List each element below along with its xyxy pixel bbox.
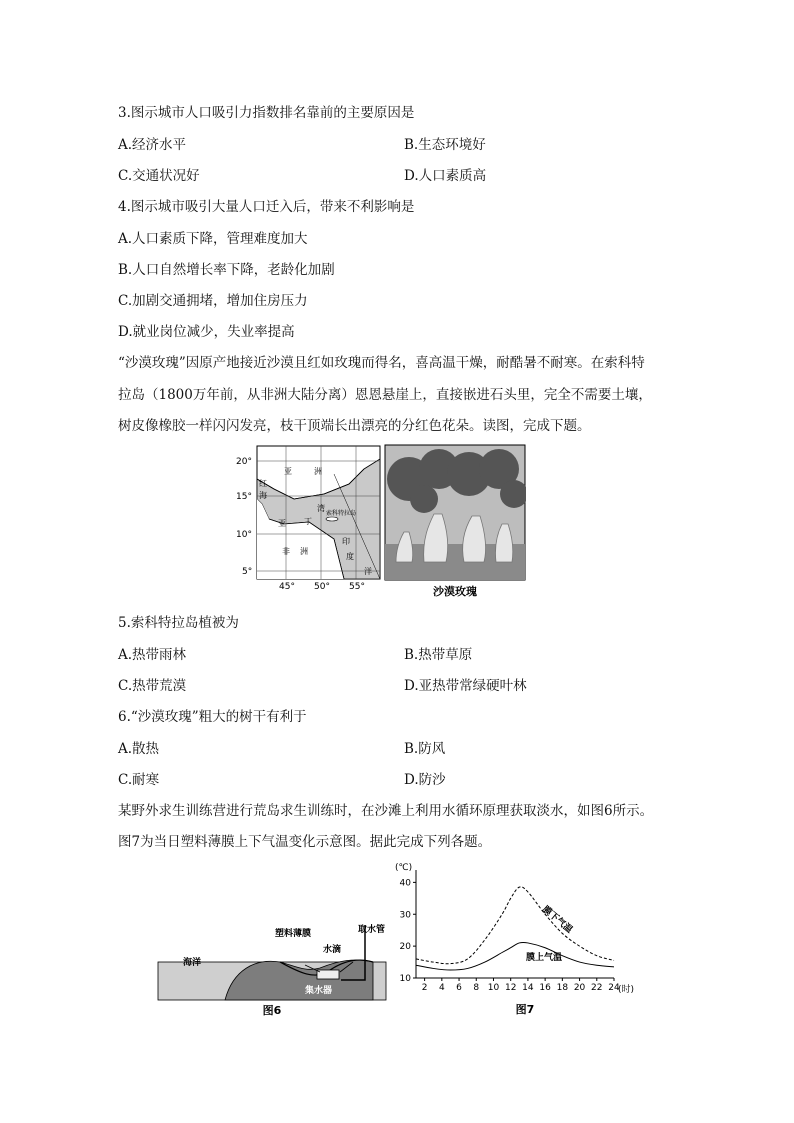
q5-option-a: A.热带雨林 <box>118 647 187 663</box>
passage2-line1: 某野外求生训练营进行荒岛求生训练时，在沙滩上利用水循环原理获取淡水，如图6所示。 <box>118 803 654 819</box>
q4-option-d: D.就业岗位减少，失业率提高 <box>118 324 295 340</box>
q5-option-d: D.亚热带常绿硬叶林 <box>404 678 527 694</box>
q5-stem: 5.索科特拉岛植被为 <box>118 615 239 631</box>
q4-stem: 4.图示城市吸引大量人口迁入后，带来不利影响是 <box>118 199 415 215</box>
fig7-y-tick-label: 40 <box>399 878 411 889</box>
passage2-line2: 图7为当日塑料薄膜上下气温变化示意图。据此完成下列各题。 <box>118 834 492 850</box>
figure-6 <box>155 910 390 1020</box>
fig7-caption: 图7 <box>515 1003 535 1016</box>
series-line-above-film <box>416 942 614 970</box>
photo-caption: 沙漠玫瑰 <box>433 585 477 598</box>
series-line-under-film <box>416 887 614 964</box>
q6-option-a: A.散热 <box>118 741 160 757</box>
fig7-x-tick-label: 14 <box>522 983 534 993</box>
lat-10: 10° <box>236 530 252 540</box>
fig7-y-tick-label: 30 <box>399 910 411 921</box>
label-asia-2: 洲 <box>314 467 322 476</box>
q4-option-b: B.人口自然增长率下降，老龄化加剧 <box>118 262 335 278</box>
lat-5: 5° <box>242 567 253 577</box>
q6-option-c: C.耐寒 <box>118 772 160 788</box>
lon-50: 50° <box>314 582 330 592</box>
fig7-xlabel: (时) <box>618 985 635 995</box>
q3-option-c: C.交通状况好 <box>118 168 200 184</box>
fig7-y-tick-label: 20 <box>399 942 411 953</box>
fig7-y-tick-label: 10 <box>399 974 411 984</box>
fig7-x-tick-label: 12 <box>504 983 517 993</box>
fig7-x-tick-label: 16 <box>539 983 551 993</box>
lat-15: 15° <box>236 492 252 502</box>
fig7-x-tick-label: 2 <box>421 983 428 993</box>
label-socotra: 索科特拉岛 <box>326 510 357 517</box>
label-africa-2: 洲 <box>300 547 308 556</box>
q6-option-b: B.防风 <box>404 741 446 757</box>
label-gulf-1: 亚 <box>278 519 286 528</box>
series-label-above: 膜上气温 <box>526 953 563 963</box>
fig7-ylabel: (℃) <box>395 863 413 873</box>
label-asia-1: 亚 <box>284 467 292 476</box>
passage1-line2: 拉岛（1800万年前，从非洲大陆分离）恩恩悬崖上，直接嵌进石头里，完全不需要土壤， <box>118 387 652 403</box>
q5-option-c: C.热带荒漠 <box>118 678 187 694</box>
fig7-x-tick-label: 4 <box>438 983 445 993</box>
label-ocean-3: 洋 <box>364 567 372 576</box>
fig6-container-label: 集水器 <box>305 986 333 996</box>
q3-stem: 3.图示城市人口吸引力指数排名靠前的主要原因是 <box>118 105 415 121</box>
q6-stem: 6.“沙漠玫瑰”粗大的树干有利于 <box>118 709 307 725</box>
label-ocean-1: 印 <box>342 537 350 546</box>
passage1-line1: “沙漠玫瑰”因原产地接近沙漠且红如玫瑰而得名，喜高温干燥，耐酷暑不耐寒。在索科特 <box>118 355 645 371</box>
desert-rose-photo <box>384 444 526 599</box>
lon-55: 55° <box>349 582 365 592</box>
label-africa-1: 非 <box>282 547 290 556</box>
label-redsea-2: 海 <box>259 491 267 500</box>
socotra-map <box>234 444 384 594</box>
fig7-x-tick-label: 6 <box>456 983 462 993</box>
q5-option-b: B.热带草原 <box>404 647 473 663</box>
label-gulf-2: 丁 <box>304 517 312 526</box>
series-label-under: 膜下气温 <box>540 904 575 936</box>
fig7-x-tick-label: 22 <box>591 983 603 993</box>
q3-option-b: B.生态环境好 <box>404 137 486 153</box>
q4-option-a: A.人口素质下降，管理难度加大 <box>118 231 308 247</box>
q3-option-a: A.经济水平 <box>118 137 187 153</box>
figure-7-chart <box>392 858 642 1018</box>
q4-option-c: C.加剧交通拥堵，增加住房压力 <box>118 293 308 309</box>
fig6-film-label: 塑料薄膜 <box>275 929 312 939</box>
fig6-drop-label: 水滴 <box>323 945 342 955</box>
fig7-x-tick-label: 18 <box>556 983 569 993</box>
passage1-line3: 树皮像橡胶一样闪闪发亮，枝干顶端长出漂亮的分红色花朵。读图，完成下题。 <box>118 418 591 434</box>
fig6-ocean-label: 海洋 <box>183 958 202 968</box>
fig7-x-tick-label: 8 <box>473 983 480 993</box>
lat-20: 20° <box>236 457 252 467</box>
label-gulf-3: 湾 <box>317 504 325 513</box>
fig6-pipe-label: 取水管 <box>358 925 386 935</box>
fig7-x-tick-label: 20 <box>573 983 586 993</box>
q3-option-d: D.人口素质高 <box>404 168 487 184</box>
fig7-x-tick-label: 10 <box>487 983 500 993</box>
label-redsea-1: 红 <box>259 479 267 488</box>
lon-45: 45° <box>279 582 295 592</box>
fig7-x-tick-label: 24 <box>608 983 620 993</box>
label-ocean-2: 度 <box>346 552 354 561</box>
q6-option-d: D.防沙 <box>404 772 446 788</box>
fig6-caption: 图6 <box>262 1004 282 1017</box>
